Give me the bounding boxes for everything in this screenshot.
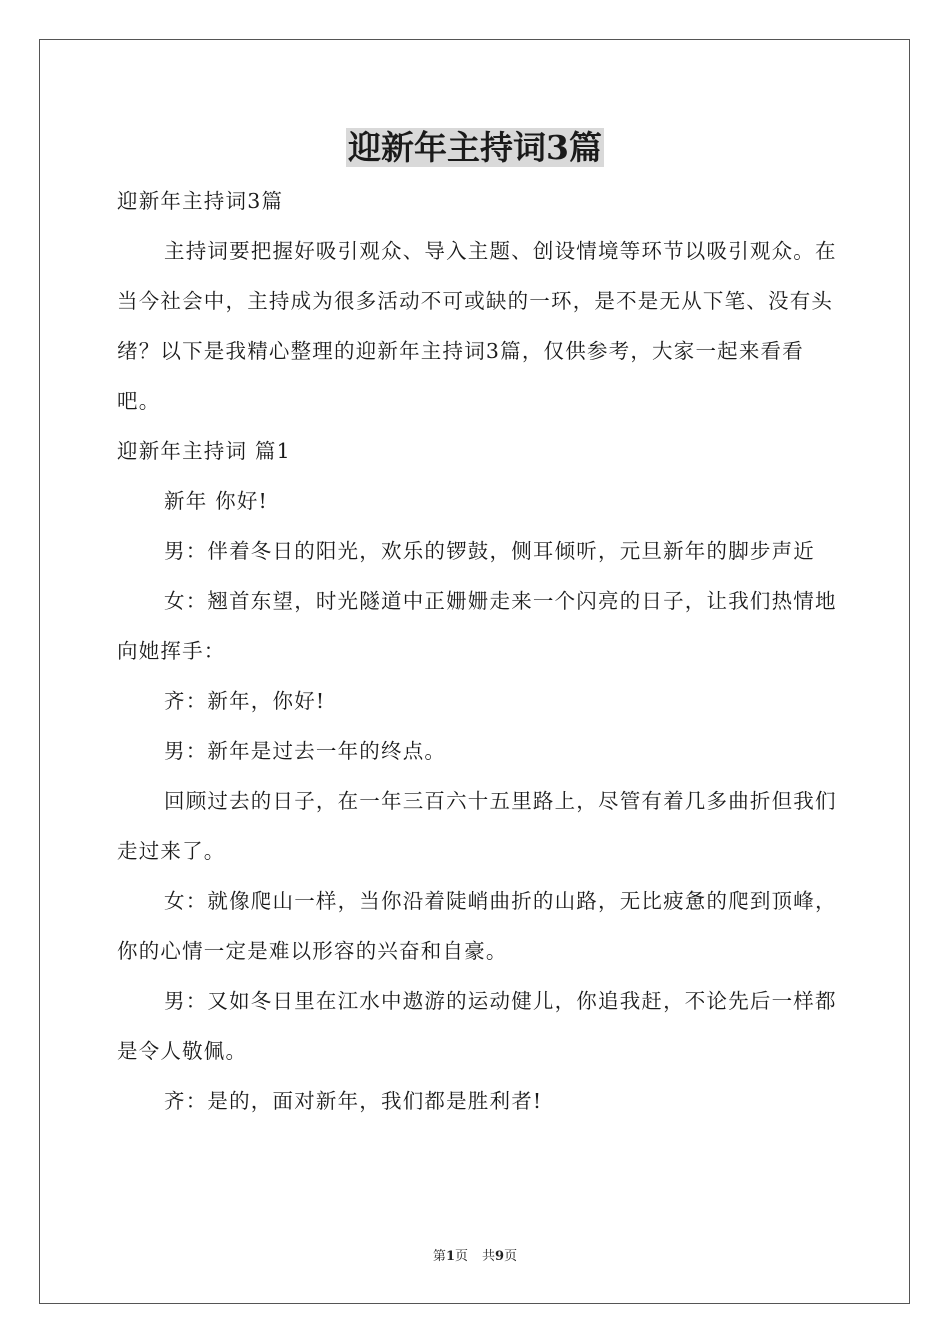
section-heading-1: 迎新年主持词 篇1 — [117, 439, 291, 463]
current-page-number: 1 — [445, 1249, 455, 1264]
paragraph: 男：伴着冬日的阳光，欢乐的锣鼓，侧耳倾听，元旦新年的脚步声近 — [164, 539, 815, 563]
paragraph: 男：新年是过去一年的终点。 — [164, 739, 447, 763]
document-body — [117, 176, 837, 1126]
paragraph-intro: 主持词要把握好吸引观众、导入主题、创设情境等环节以吸引观众。在当今社会中，主持成为很多活动不可或缺的一环，是不是无从下笔、没有头绪？以下是我精心整理的迎新年主持词3篇，仅供参考，大家一起来看看吧。 — [117, 239, 837, 413]
paragraph: 男：又如冬日里在江水中遨游的运动健儿，你追我赶，不论先后一样都是令人敬佩。 — [117, 989, 837, 1063]
page-suffix: 页 — [454, 1249, 468, 1264]
paragraph: 女：就像爬山一样，当你沿着陡峭曲折的山路，无比疲惫的爬到顶峰，你的心情一定是难以形容的兴奋和自豪。 — [117, 889, 837, 963]
total-prefix: 共 — [482, 1249, 496, 1264]
paragraph: 新年 你好! — [164, 489, 268, 513]
paragraph: 齐：新年，你好! — [164, 689, 326, 713]
page-prefix: 第 — [432, 1249, 446, 1264]
paragraph-subtitle: 迎新年主持词3篇 — [117, 189, 284, 213]
total-page-number: 9 — [495, 1249, 505, 1264]
paragraph: 女：翘首东望，时光隧道中正姗姗走来一个闪亮的日子，让我们热情地向她挥手： — [117, 589, 837, 663]
document-title-text: 迎新年主持词3篇 — [348, 128, 602, 167]
page-footer — [0, 1248, 950, 1266]
document-title — [0, 126, 950, 170]
paragraph: 回顾过去的日子，在一年三百六十五里路上，尽管有着几多曲折但我们走过来了。 — [117, 789, 837, 863]
paragraph: 齐：是的，面对新年，我们都是胜利者! — [164, 1089, 543, 1113]
total-suffix: 页 — [504, 1249, 518, 1264]
